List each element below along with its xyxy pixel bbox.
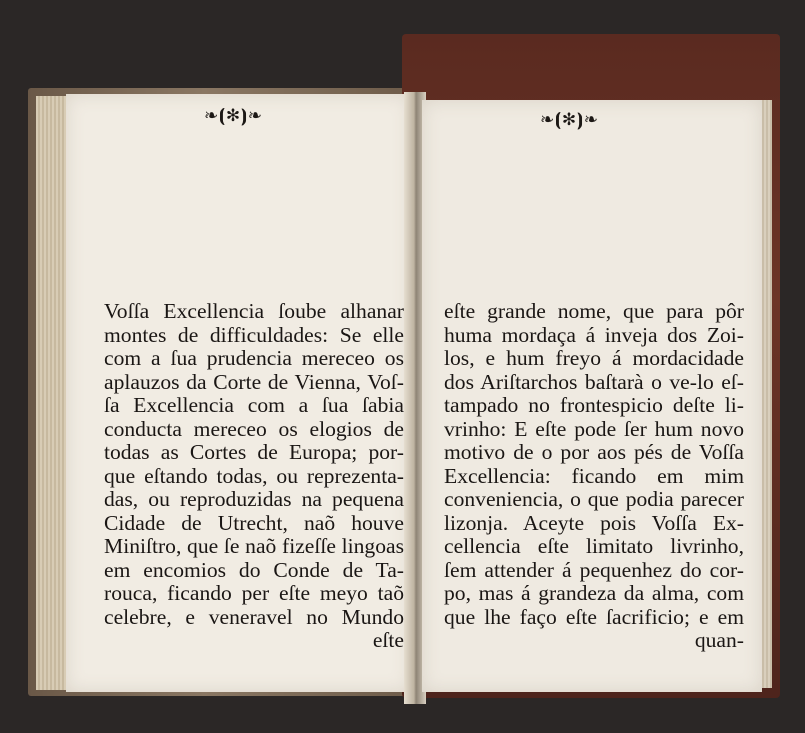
text-line: aplauzos da Corte de Vienna, Voſ- (104, 369, 404, 394)
text-line: com a ſua prudencia mereceo os (104, 346, 404, 370)
text-line: Voſſa Excellencia ſoube alhanar (104, 299, 404, 323)
left-page (66, 94, 410, 692)
text-line: conveniencia, o que podia parecer (444, 487, 744, 511)
text-line: motivo de o por aos pés de Voſſa (444, 440, 744, 464)
text-line: das, ou reproduzidas na pequena (104, 487, 404, 511)
text-line: todas as Cortes de Europa; por- (104, 440, 404, 464)
text-line: ſa Excellencia com a ſua ſabia (104, 393, 404, 417)
text-line: Excellencia: ficando em mim (444, 463, 744, 488)
text-line: eſte grande nome, que para pôr (444, 299, 744, 323)
text-line: los, e hum freyo á mordacidade (444, 346, 744, 370)
text-line: celebre, e veneravel no Mundo (104, 604, 404, 629)
text-line: dos Ariſtarchos baſtarà o ve-lo eſ- (444, 369, 744, 394)
text-line: conducta mereceo os elogios de (104, 416, 404, 441)
text-line: Cidade de Utrecht, naõ houve (104, 510, 404, 535)
text-line: lizonja. Aceyte pois Voſſa Ex- (444, 510, 744, 535)
text-line: cellencia eſte limitato livrinho, (444, 534, 744, 558)
left-page-text (104, 300, 404, 653)
text-line: tampado no frontespicio deſte li- (444, 393, 744, 417)
header-ornament-left: ❧⦗✻⦘❧ (204, 106, 264, 126)
text-line: que eſtando todas, ou reprezenta- (104, 463, 404, 488)
text-line: vrinho: E eſte pode ſer hum novo (444, 416, 744, 441)
text-line: rouca, ficando per eſte meyo taõ (104, 581, 404, 605)
text-line: em encomios do Conde de Ta- (104, 557, 404, 582)
text-line: huma mordaça á inveja dos Zoi- (444, 322, 744, 347)
text-line: po, mas á grandeza da alma, com (444, 581, 744, 605)
catchword-left: eſte (372, 628, 404, 652)
page-edges-left (36, 96, 68, 690)
text-line: Miniſtro, que ſe naõ fizeſſe lingoas (104, 534, 404, 558)
text-line: ſem attender á pequenhez do cor- (444, 557, 744, 582)
right-page (422, 100, 762, 692)
text-line: montes de difficuldades: Se elle (104, 322, 404, 347)
text-line: que lhe faço eſte ſacrificio; e em (444, 604, 744, 629)
catchword-right: quan- (694, 628, 744, 652)
header-ornament-right: ❧⦗✻⦘❧ (540, 110, 600, 130)
right-page-text (444, 300, 744, 653)
